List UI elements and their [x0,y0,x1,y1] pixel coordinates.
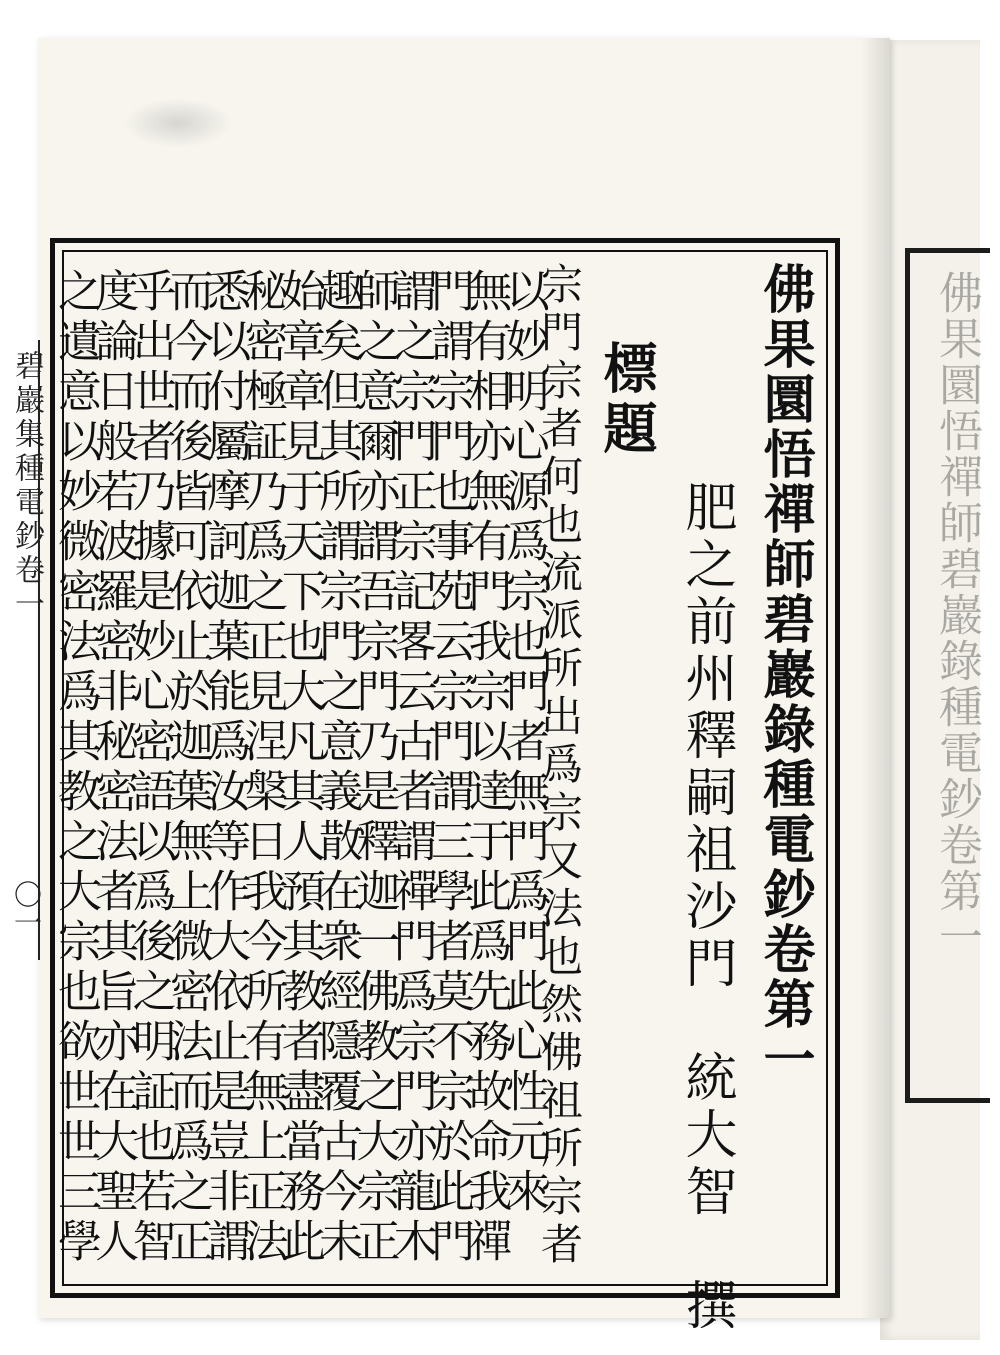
body-column-7: 趣矣但其所謂宗門之意義散在衆經隱覆古今未 [311,268,363,1268]
body-column-5: 謂之宗門正宗記畧云古者謂禪門爲宗門亦龍木 [385,268,437,1268]
back-page-title: 佛果圜悟禪師碧巖錄種電鈔卷第一 [931,270,982,960]
body-column-4: 門謂宗門也事苑云宗門謂三學者莫不宗於此門 [423,268,475,1268]
body-column-11: 而今而後皆可依止於迦葉無上微密法而爲之正 [161,268,213,1268]
body-column-10: 悉以付屬摩訶迦葉能爲汝等作大依止是豈非謂 [199,268,251,1268]
body-column-14: 之遺意以妙微密法爲其教之大宗也欲世世三學 [50,268,101,1268]
book-title: 佛果圜悟禪師碧巖錄種電鈔卷第一 [754,262,815,1087]
body-column-9: 秘密極証乃爲之正見涅槃日我今所有無上正法 [236,268,288,1268]
section-heading: 標題 [595,340,659,460]
body-column-12: 乎出世者乃據是妙心密語以爲後之明証也若智 [124,268,176,1268]
author-line: 肥之前州釋嗣祖沙門 統大智 撰 [676,480,736,1335]
body-column-8: 始章章見于天下也大凡其人預其教者盡當務此 [273,268,325,1268]
body-column-2: 以妙明心源爲宗也門者無門爲門此心性元來 [497,268,549,1218]
body-column-13: 度論日般若波羅密非秘密法者其旨亦在大聖人 [87,268,139,1268]
fold-label: 碧巖集種電鈔卷一 [9,350,44,622]
body-column-3: 無有相亦無有門我宗以達于此爲先務故命我禪 [460,268,512,1268]
fold-page-number: 〇一 [10,880,43,936]
body-column-1: 宗門宗者何也流派所出爲宗又法也然佛祖所宗者 [535,262,584,1270]
body-column-6: 師之意爾亦謂吾宗門乃是釋迦一佛教之大宗正 [348,268,400,1268]
paper-smudge [123,98,233,148]
